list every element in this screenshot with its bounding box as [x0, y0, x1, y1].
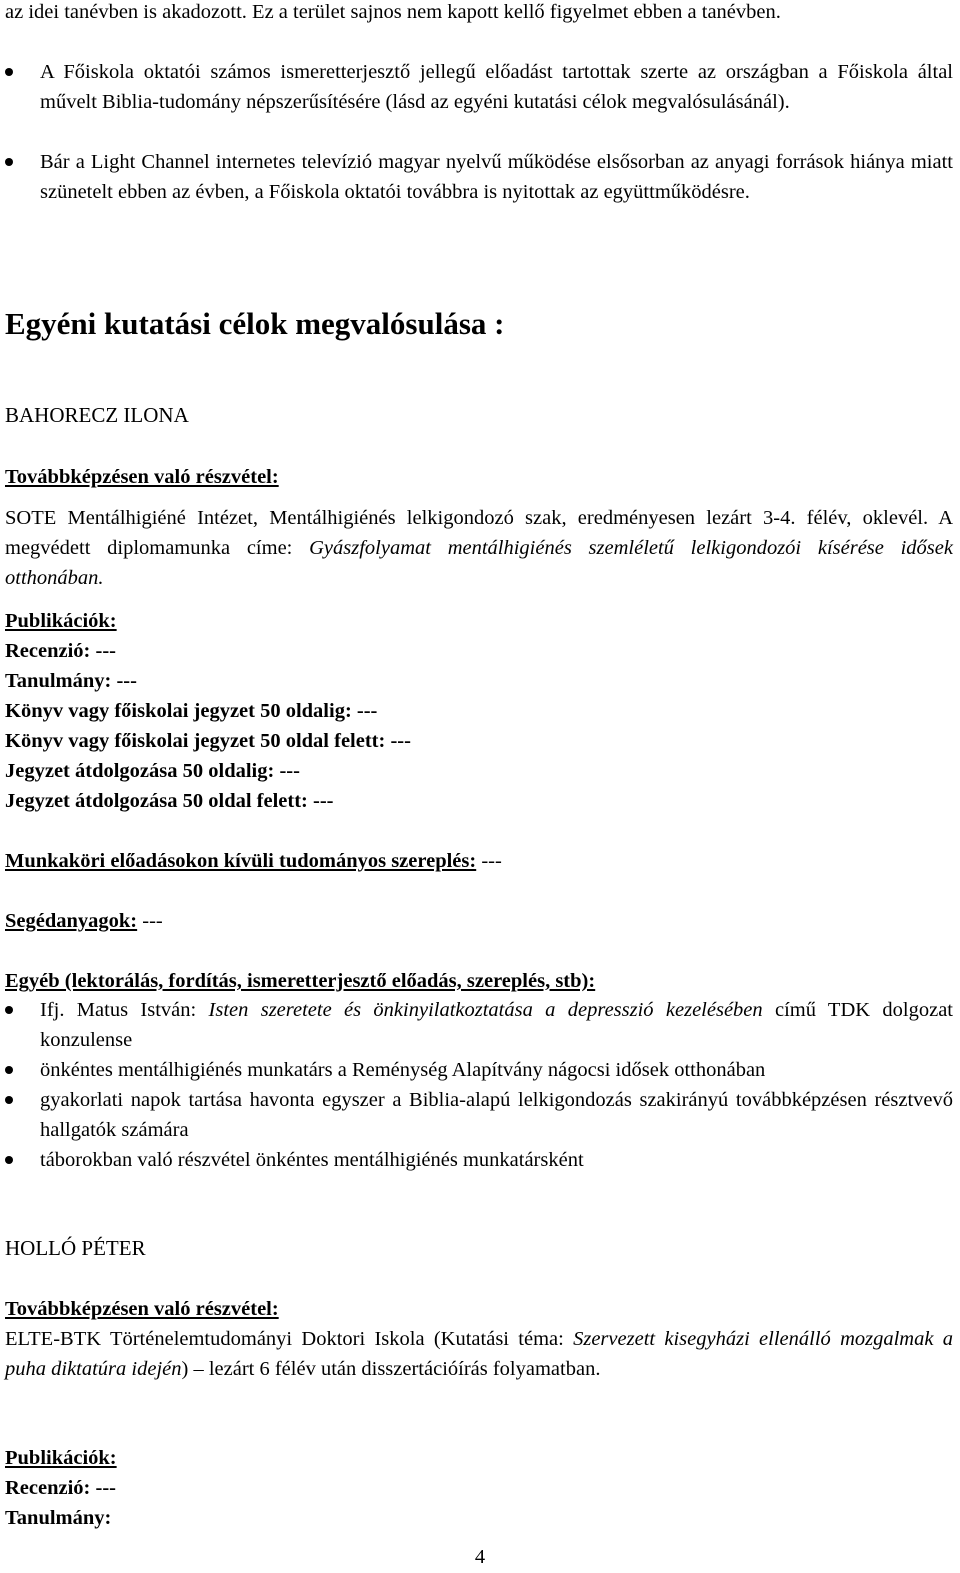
- publication-line: Jegyzet átdolgozása 50 oldalig: ---: [5, 760, 300, 782]
- publication-line-2: Recenzió: ---: [5, 1477, 116, 1499]
- publication-line: Könyv vagy főiskolai jegyzet 50 oldal felett: ---: [5, 730, 411, 752]
- other-heading: Egyéb (lektorálás, fordítás, ismeretterjesztő előadás, szereplés, stb):: [5, 970, 596, 992]
- other-bullet-3: gyakorlati napok tartása havonta egyszer a Biblia-alapú lelkigondozás szakirányú továbbképzésen résztvevő hallgatók számára: [5, 1085, 953, 1145]
- publications-heading-2: Publikációk:: [5, 1447, 117, 1469]
- publication-line: Tanulmány: ---: [5, 670, 137, 692]
- person-name-bahorecz: BAHORECZ ILONA: [5, 403, 189, 427]
- training-text-2: ELTE-BTK Történelemtudományi Doktori Iskola (Kutatási téma: Szervezett kisegyházi ellenálló mozgalmak a puha diktatúra idején) – lezárt 6 félév után disszertációírás folyamatban.: [5, 1328, 953, 1380]
- aids-heading: Segédanyagok:: [5, 910, 138, 932]
- other-bullet-1: Ifj. Matus István: Isten szeretete és önkinyilatkoztatása a depresszió kezelésében című TDK dolgozat konzulense: [5, 995, 953, 1055]
- training-heading-2: Továbbképzésen való részvétel:: [5, 1298, 279, 1320]
- page-number: 4: [474, 1546, 486, 1568]
- publications-heading: Publikációk:: [5, 610, 117, 632]
- training-heading: Továbbképzésen való részvétel:: [5, 466, 279, 488]
- publication-line: Recenzió: ---: [5, 640, 116, 662]
- aids-line: Segédanyagok: ---: [5, 910, 163, 932]
- other-bullet-2: önkéntes mentálhigiénés munkatárs a Reménység Alapítvány nágocsi idősek otthonában: [5, 1055, 953, 1085]
- science-heading: Munkaköri előadásokon kívüli tudományos szereplés:: [5, 850, 477, 872]
- intro-paragraph: az idei tanévben is akadozott. Ez a terület sajnos nem kapott kellő figyelmet ebben a tanévben.: [5, 1, 781, 23]
- publication-line: Könyv vagy főiskolai jegyzet 50 oldalig: ---: [5, 700, 378, 722]
- section-title: Egyéni kutatási célok megvalósulása :: [5, 306, 505, 341]
- science-line: Munkaköri előadásokon kívüli tudományos szereplés: ---: [5, 850, 502, 872]
- training-text: SOTE Mentálhigiéné Intézet, Mentálhigiénés lelkigondozó szak, eredményesen lezárt 3-4. félév, oklevél. A megvédett diplomamunka címe: Gyászfolyamat mentálhigiénés szemléletű lelkigondozói kísérése idősek otthonában.: [5, 507, 953, 589]
- publication-line-2: Tanulmány:: [5, 1507, 112, 1529]
- publication-line: Jegyzet átdolgozása 50 oldal felett: ---: [5, 790, 334, 812]
- other-bullet-4: táborokban való részvétel önkéntes mentálhigiénés munkatársként: [5, 1145, 953, 1175]
- person-name-hollo: HOLLÓ PÉTER: [5, 1236, 146, 1260]
- intro-bullet-1: A Főiskola oktatói számos ismeretterjesztő jellegű előadást tartottak szerte az országban a Főiskola által művelt Biblia-tudomány népszerűsítésére (lásd az egyéni kutatási célok megvalósulásánál).: [5, 57, 953, 117]
- intro-bullet-2: Bár a Light Channel internetes televízió magyar nyelvű működése elsősorban az anyagi források hiánya miatt szünetelt ebben az évben, a Főiskola oktatói továbbra is nyitottak az együttműködésre.: [5, 147, 953, 207]
